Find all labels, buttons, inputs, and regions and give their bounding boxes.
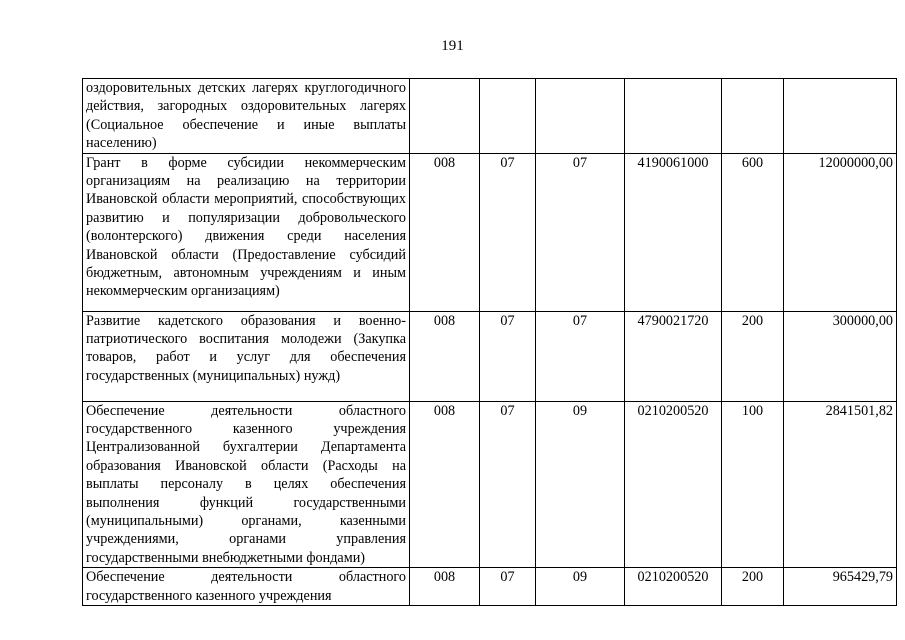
ministry-code: 008 [410, 153, 480, 311]
expense-description: оздоровительных детских лагерях круглогодичного действия, загородных оздоровительных лагерях (Социальное обеспечение и иные выплаты населению) [83, 79, 410, 154]
target-article-code [625, 79, 722, 154]
subsection-code: 09 [536, 401, 625, 568]
amount-cell: 2841501,82 [784, 401, 897, 568]
target-article-code: 4790021720 [625, 311, 722, 401]
target-article-code: 4190061000 [625, 153, 722, 311]
subsection-code: 07 [536, 311, 625, 401]
expense-description: Обеспечение деятельности областного государственного казенного учреждения [83, 568, 410, 606]
section-code [480, 79, 536, 154]
ministry-code: 008 [410, 311, 480, 401]
expense-type-code: 200 [722, 568, 784, 606]
target-article-code: 0210200520 [625, 401, 722, 568]
amount-cell: 300000,00 [784, 311, 897, 401]
section-code: 07 [480, 153, 536, 311]
subsection-code [536, 79, 625, 154]
table-row [83, 401, 897, 568]
ministry-code: 008 [410, 568, 480, 606]
ministry-code [410, 79, 480, 154]
table-row [83, 79, 897, 154]
table-row [83, 153, 897, 311]
expense-type-code: 600 [722, 153, 784, 311]
budget-table [82, 78, 897, 606]
page-number: 191 [441, 38, 464, 54]
expense-description: Развитие кадетского образования и военно-патриотического воспитания молодежи (Закупка товаров, работ и услуг для обеспечения государственных (муниципальных) нужд) [83, 311, 410, 401]
amount-cell: 965429,79 [784, 568, 897, 606]
subsection-code: 09 [536, 568, 625, 606]
section-code: 07 [480, 401, 536, 568]
table-row [83, 311, 897, 401]
expense-type-code [722, 79, 784, 154]
section-code: 07 [480, 311, 536, 401]
section-code: 07 [480, 568, 536, 606]
expense-type-code: 200 [722, 311, 784, 401]
ministry-code: 008 [410, 401, 480, 568]
table-row [83, 568, 897, 606]
expense-description: Обеспечение деятельности областного государственного казенного учреждения Централизованной бухгалтерии Департамента образования Ивановской области (Расходы на выплаты персоналу в целях обеспечения выполнения функций государственными (муниципальными) органами, казенными учреждениями, органами управления государственными внебюджетными фондами) [83, 401, 410, 568]
target-article-code: 0210200520 [625, 568, 722, 606]
amount-cell [784, 79, 897, 154]
subsection-code: 07 [536, 153, 625, 311]
expense-type-code: 100 [722, 401, 784, 568]
amount-cell: 12000000,00 [784, 153, 897, 311]
expense-description: Грант в форме субсидии некоммерческим организациям на реализацию на территории Ивановской области мероприятий, способствующих развитию и популяризации добровольческого (волонтерского) движения среди населения Ивановской области (Предоставление субсидий бюджетным, автономным учреждениям и иным некоммерческим организациям) [83, 153, 410, 311]
